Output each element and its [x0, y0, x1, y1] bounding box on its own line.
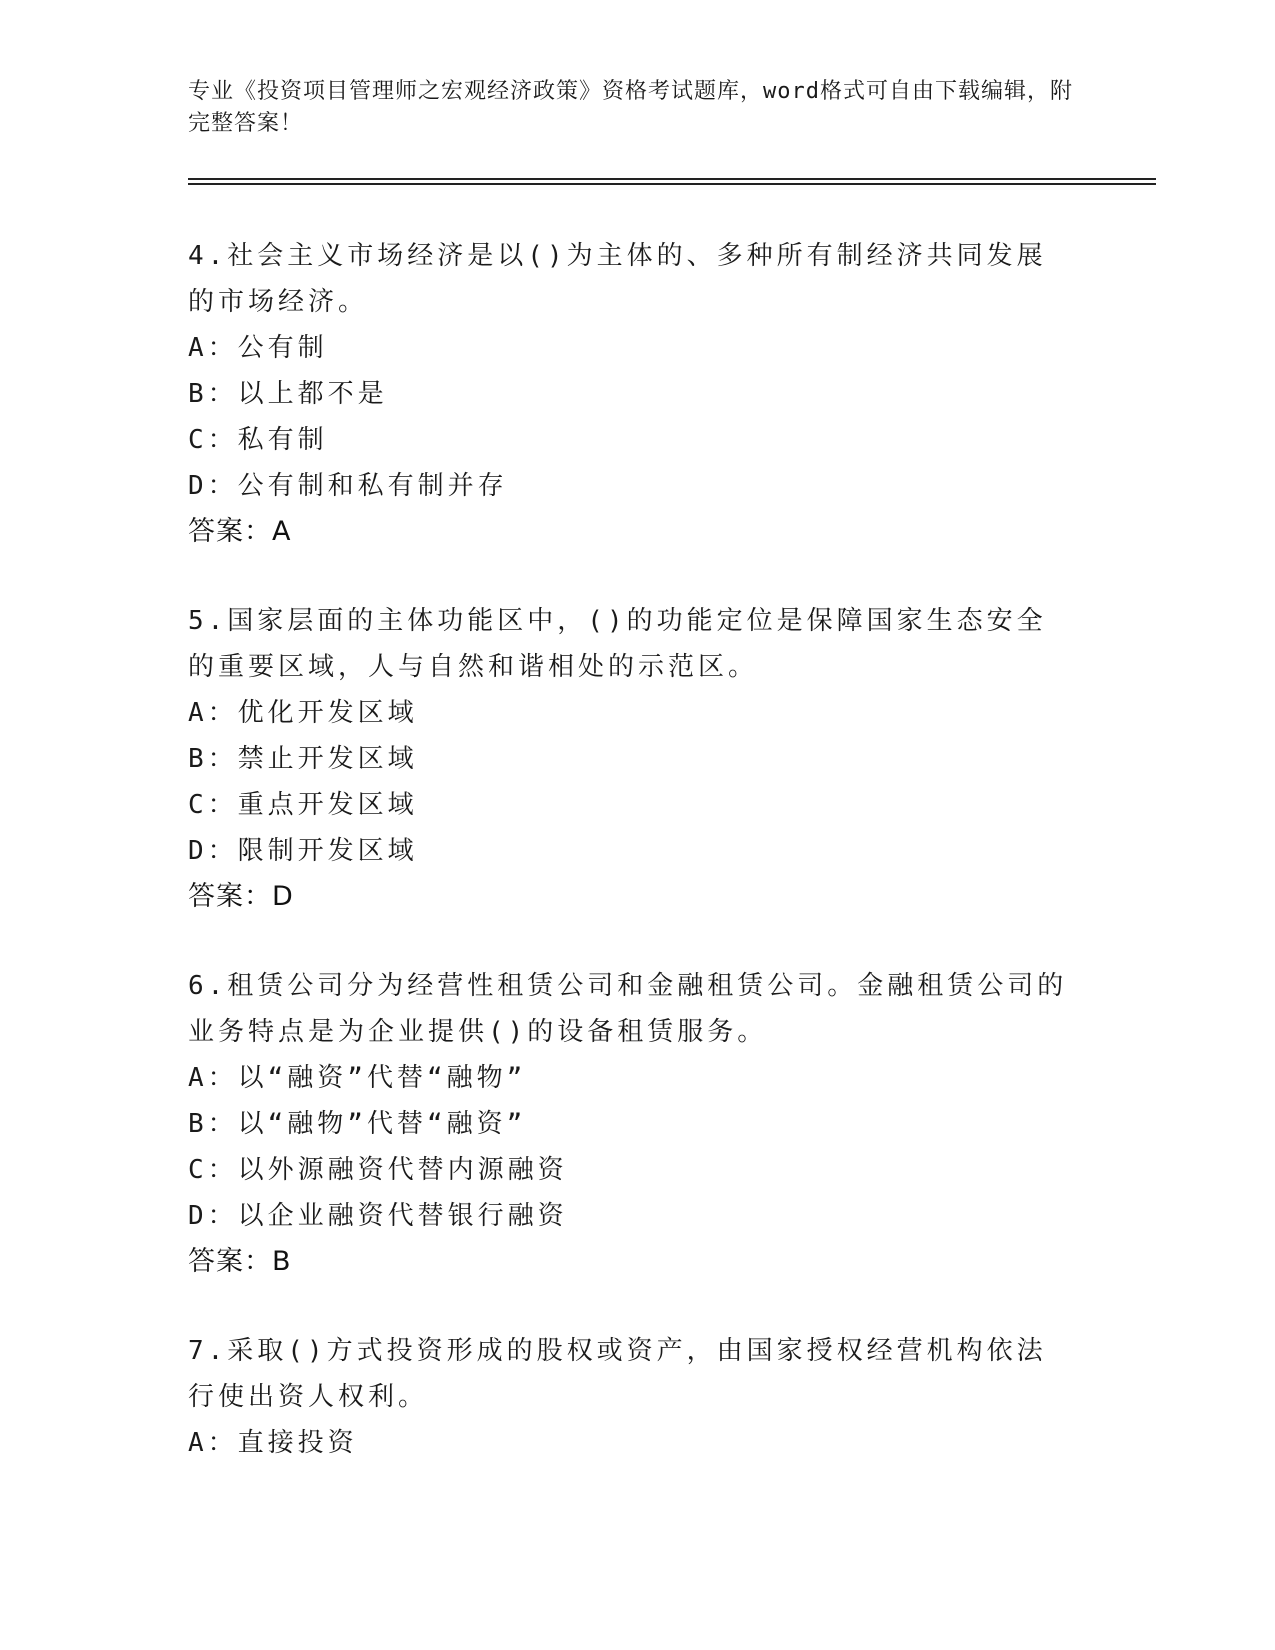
question-7 — [188, 1328, 1068, 1466]
question-5 — [188, 598, 1068, 920]
option-d: D：以企业融资代替银行融资 — [188, 1201, 568, 1231]
answer-line: 答案：A — [188, 516, 292, 547]
question-stem: 7.采取()方式投资形成的股权或资产，由国家授权经营机构依法行使出资人权利。 — [188, 1336, 1047, 1412]
header-divider-bottom — [188, 183, 1156, 185]
option-c: C：私有制 — [188, 425, 328, 455]
question-stem: 5.国家层面的主体功能区中，()的功能定位是保障国家生态安全的重要区域，人与自然和谐相处的示范区。 — [188, 606, 1047, 682]
option-a: A：直接投资 — [188, 1428, 358, 1458]
option-b: B：以“融物”代替“融资” — [188, 1109, 527, 1139]
option-a: A：优化开发区域 — [188, 698, 418, 728]
option-a: A：公有制 — [188, 333, 328, 363]
question-4 — [188, 233, 1068, 555]
question-6 — [188, 963, 1068, 1285]
option-d: D：公有制和私有制并存 — [188, 471, 508, 501]
answer-line: 答案：B — [188, 1246, 292, 1277]
option-b: B：以上都不是 — [188, 379, 388, 409]
header-divider-top — [188, 178, 1156, 180]
answer-line: 答案：D — [188, 881, 294, 912]
document-header: 专业《投资项目管理师之宏观经济政策》资格考试题库，word格式可自由下载编辑，附完整答案！ — [188, 79, 1073, 136]
option-b: B：禁止开发区域 — [188, 744, 418, 774]
question-stem: 6.租赁公司分为经营性租赁公司和金融租赁公司。金融租赁公司的业务特点是为企业提供()的设备租赁服务。 — [188, 971, 1068, 1047]
option-c: C：重点开发区域 — [188, 790, 418, 820]
option-c: C：以外源融资代替内源融资 — [188, 1155, 568, 1185]
question-stem: 4.社会主义市场经济是以()为主体的、多种所有制经济共同发展的市场经济。 — [188, 241, 1047, 317]
option-d: D：限制开发区域 — [188, 836, 418, 866]
option-a: A：以“融资”代替“融物” — [188, 1063, 527, 1093]
